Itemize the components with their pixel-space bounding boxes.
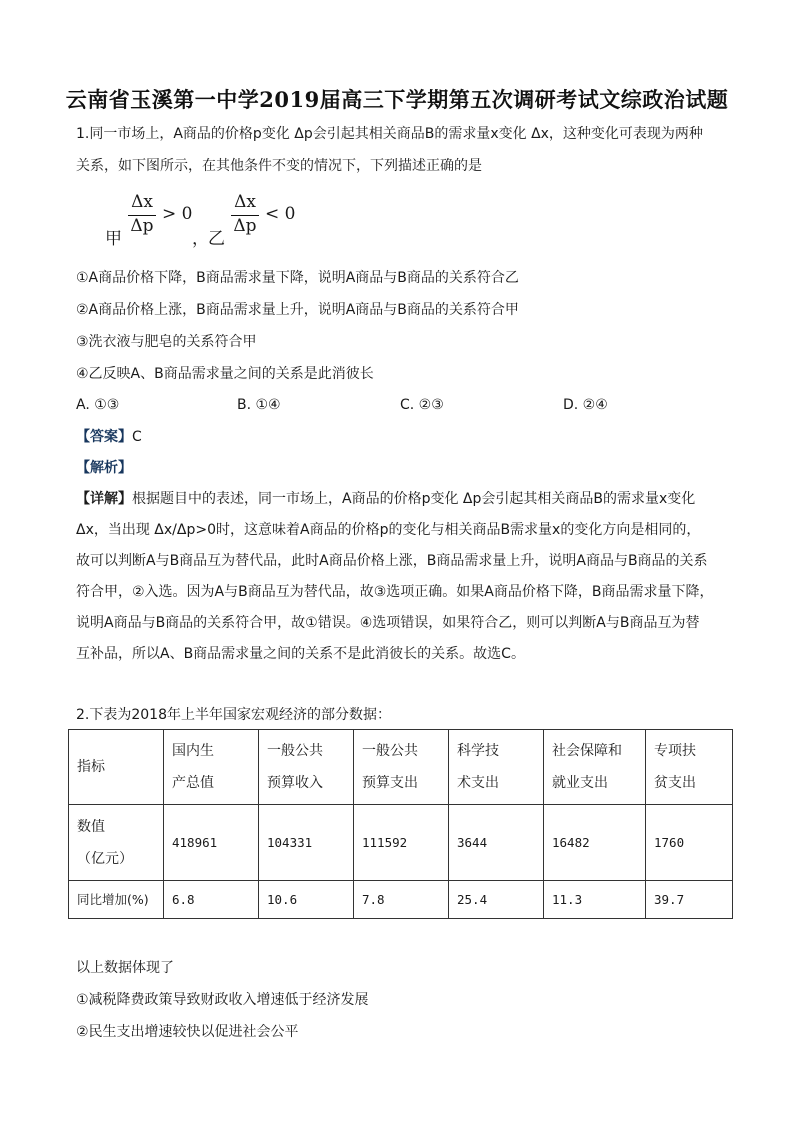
macro-data-table [68,729,733,919]
table-row-values [69,805,733,881]
q1-option-1: ①A商品价格下降，B商品需求量下降，说明A商品与B商品的关系符合乙 [76,270,519,286]
table-cell: 16482 [544,805,646,881]
table-cell: 7.8 [354,881,449,919]
detail-label: 【详解】 [76,491,132,507]
q1-choice-c: C. ②③ [400,397,444,413]
formula-a-bar [128,215,156,216]
q1-choice-a: A. ①③ [76,397,120,413]
formula-a-fraction [128,192,156,236]
table-cell: 111592 [354,805,449,881]
col-4-line-2: 术支出 [457,775,499,791]
col-4-line-1: 科学技 [457,743,499,759]
formula-b-fraction [231,192,259,236]
formula-label-b: 乙 [208,229,225,249]
q2-stem: 2.下表为2018年上半年国家宏观经济的部分数据： [76,707,391,723]
formula-comma: ， [192,229,209,249]
detail-line-1 [76,489,695,509]
table-cell: 6.8 [164,881,259,919]
q1-option-4: ④乙反映A、B商品需求量之间的关系是此消彼长 [76,366,374,382]
answer-label: 【答案】 [76,429,132,445]
table-cell: 39.7 [646,881,733,919]
col-2-line-2: 预算收入 [267,775,323,791]
q2-option-2: ②民生支出增速较快以促进社会公平 [76,1024,299,1040]
table-header-cell [354,730,449,805]
formula-a-relation: > 0 [162,204,193,224]
detail-line-5: 说明A商品与B商品的关系符合甲，故①错误。④选项错误，如果符合乙，则可以判断A与B商品互为替 [76,615,700,631]
col-5-line-1: 社会保障和 [552,743,622,759]
table-row-growth [69,881,733,919]
table-cell: 25.4 [449,881,544,919]
detail-line-6: 互补品，所以A、B商品需求量之间的关系不是此消彼长的关系。故选C。 [76,646,525,662]
detail-line-3: 故可以判断A与B商品互为替代品，此时A商品价格上涨，B商品需求量上升，说明A商品与B商品的关系 [76,553,708,569]
detail-line-4: 符合甲，②入选。因为A与B商品互为替代品，故③选项正确。如果A商品价格下降，B商品需求量下降， [76,584,714,600]
formula-b-numerator: Δx [234,192,256,212]
col-1-line-2: 产总值 [172,775,214,791]
table-cell: 11.3 [544,881,646,919]
table-cell: 1760 [646,805,733,881]
values-label-line-2: （亿元） [77,850,133,867]
col-3-line-2: 预算支出 [362,775,418,791]
table-header-label: 指标 [69,730,164,805]
analysis-label: 【解析】 [76,460,132,476]
col-1-line-1: 国内生 [172,743,214,759]
growth-row-label: 同比增加(%) [69,881,164,919]
q2-after-text: 以上数据体现了 [76,960,174,976]
page-title: 云南省玉溪第一中学2019届高三下学期第五次调研考试文综政治试题 [65,87,729,112]
detail-line-2: Δx，当出现 Δx/Δp>0时，这意味着A商品的价格p的变化与相关商品B需求量x的变化方向是相同的， [76,522,701,538]
q1-stem-line2: 关系，如下图所示，在其他条件不变的情况下，下列描述正确的是 [76,158,482,174]
col-2-line-1: 一般公共 [267,743,323,759]
q1-option-3: ③洗衣液与肥皂的关系符合甲 [76,334,257,350]
formula-a-denominator: Δp [130,216,154,236]
table-cell: 3644 [449,805,544,881]
formula-b-relation: < 0 [265,204,296,224]
col-6-line-1: 专项扶 [654,743,696,759]
table-header-cell [646,730,733,805]
col-6-line-2: 贫支出 [654,775,696,791]
table-header-cell [259,730,354,805]
q1-answer [76,427,142,447]
table-cell: 418961 [164,805,259,881]
q1-choice-d: D. ②④ [563,397,608,413]
col-3-line-1: 一般公共 [362,743,418,759]
formula-b-bar [231,215,259,216]
q1-choice-b: B. ①④ [237,397,281,413]
formula-a-numerator: Δx [131,192,153,212]
col-5-line-2: 就业支出 [552,775,608,791]
table-header-cell [164,730,259,805]
table-cell: 104331 [259,805,354,881]
formula-b-denominator: Δp [233,216,257,236]
q1-stem-line1: 1.同一市场上，A商品的价格p变化 Δp会引起其相关商品B的需求量x变化 Δx，这种变化可表现为两种 [76,126,703,142]
values-label-line-1: 数值 [77,818,105,835]
table-header-cell [544,730,646,805]
table-cell: 10.6 [259,881,354,919]
formula-label-a: 甲 [105,229,122,249]
answer-value: C [132,429,142,445]
q1-option-2: ②A商品价格上涨，B商品需求量上升，说明A商品与B商品的关系符合甲 [76,302,519,318]
table-header-cell [449,730,544,805]
q2-option-1: ①减税降费政策导致财政收入增速低于经济发展 [76,992,369,1008]
values-row-label [69,805,164,881]
table-header-row [69,730,733,805]
detail-text-1: 根据题目中的表述，同一市场上，A商品的价格p变化 Δp会引起其相关商品B的需求量x变化 [132,491,696,507]
